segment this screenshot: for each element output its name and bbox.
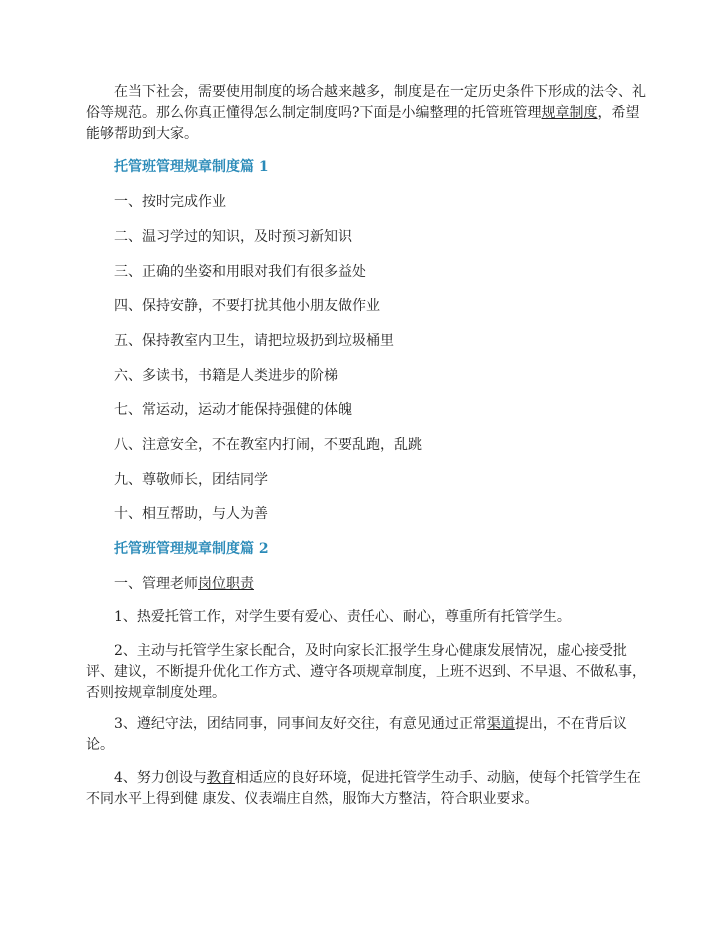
section2-paragraph-4-text-end: 相适应的良好环境，促进托管学生动手、动脑，使每个托管学生在不同水平上得到健 康发、仪表端庄自然，服饰大方整洁，符合职业要求。 xyxy=(86,770,641,807)
intro-link-regulations[interactable]: 规章制度 xyxy=(541,105,598,121)
intro-text: 在当下社会，需要使用制度的场合越来越多，制度是在一定历史条件下形成的法令、礼俗等规范。那么你真正懂得怎么制定制度吗?下面是小编整理的托管班管理 xyxy=(86,84,646,121)
intro-text-end: ，希望能够帮助到大家。 xyxy=(86,105,640,142)
section1-item-10: 十、相互帮助，与人为善 xyxy=(114,506,268,522)
section2-subhead-text: 一、管理老师 xyxy=(114,576,198,592)
section2-paragraph-4 xyxy=(86,768,646,810)
section2-heading: 托管班管理规章制度篇 2 xyxy=(114,541,269,557)
section2-paragraph-3-link[interactable]: 渠道 xyxy=(486,716,515,732)
section1-item-2: 二、温习学过的知识，及时预习新知识 xyxy=(114,229,352,245)
section2-subhead-link[interactable]: 岗位职责 xyxy=(198,576,254,592)
section2-paragraph-3-text: 3、遵纪守法，团结同事，同事间友好交往，有意见通过正常 xyxy=(114,716,487,732)
section2-subhead xyxy=(114,574,254,595)
section2-paragraph-4-link[interactable]: 教育 xyxy=(206,770,235,786)
intro-paragraph xyxy=(86,82,646,145)
section1-item-4: 四、保持安静，不要打扰其他小朋友做作业 xyxy=(114,298,380,314)
section1-item-6: 六、多读书，书籍是人类进步的阶梯 xyxy=(114,368,338,384)
section1-heading: 托管班管理规章制度篇 1 xyxy=(114,159,269,175)
section2-paragraph-4-text: 4、努力创设与 xyxy=(114,770,207,786)
section2-paragraph-3-text-end: 提出，不在背后议论。 xyxy=(86,716,627,753)
section2-paragraph-1: 1、热爱托管工作，对学生要有爱心、责任心、耐心，尊重所有托管学生。 xyxy=(114,609,571,625)
section1-item-9: 九、尊敬师长，团结同学 xyxy=(114,472,268,488)
section1-item-5: 五、保持教室内卫生，请把垃圾扔到垃圾桶里 xyxy=(114,333,394,349)
section2-paragraph-3 xyxy=(86,714,646,756)
section2-paragraph-2: 2、主动与托管学生家长配合，及时向家长汇报学生身心健康发展情况，虚心接受批评、建议，不断提升优化工作方式、遵守各项规章制度，上班不迟到、不早退、不做私事，否则按规章制度处理。 xyxy=(86,643,646,701)
section1-item-1: 一、按时完成作业 xyxy=(114,194,226,210)
section1-item-3: 三、正确的坐姿和用眼对我们有很多益处 xyxy=(114,264,366,280)
section1-item-7: 七、常运动，运动才能保持强健的体魄 xyxy=(114,402,352,418)
section1-item-8: 八、注意安全，不在教室内打闹，不要乱跑，乱跳 xyxy=(114,437,422,453)
